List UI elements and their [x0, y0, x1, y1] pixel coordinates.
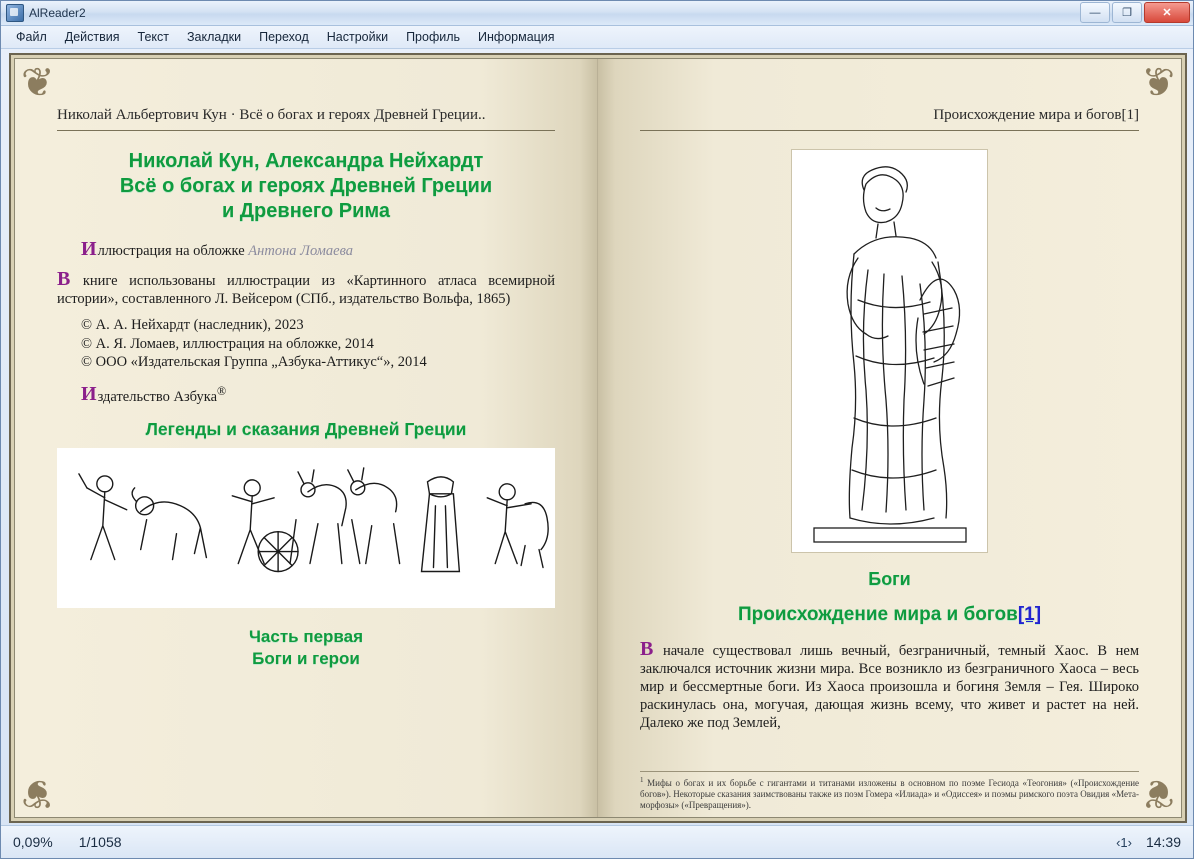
left-page[interactable]	[15, 59, 598, 817]
frieze-svg	[57, 448, 555, 607]
dropcap: В	[57, 268, 71, 290]
app-icon	[6, 4, 24, 22]
part-heading-line: Боги и герои	[252, 649, 360, 669]
menu-item-profile[interactable]: Профиль	[406, 30, 461, 44]
footnote	[640, 771, 1139, 811]
window-title: AlReader2	[29, 6, 86, 20]
body-text: начале существовал лишь вечный, безграничный, темный Хаос. В нем заключался источник жизни мира. Все возникло из безграничного Хаоса – весь мир и бессмертные боги. Из Хаоса произошла и богиня Земля – Гея. Широко раскинулась она, могучая, дающая жизнь всему, что живет и растет на ней. Далеко же под Землей,	[640, 643, 1139, 731]
ornament-corner-icon: ❦	[21, 60, 55, 106]
legends-heading: Легенды и сказания Древней Греции	[145, 419, 467, 440]
ornament-corner-icon: ❦	[21, 770, 55, 816]
status-bar	[1, 825, 1193, 858]
left-running-head: Николай Альбертович Кун · Всё о богах и героях Древней Греции..	[57, 107, 555, 131]
cover-illustration-credit	[81, 238, 555, 260]
clock: 14:39	[1145, 834, 1181, 850]
book-spread	[14, 58, 1182, 818]
copyright-line: © ООО «Издательская Группа „Азбука-Аттикус“», 2014	[81, 354, 427, 370]
minimize-button[interactable]: —	[1080, 2, 1110, 23]
ornament-corner-icon: ❦	[1141, 770, 1175, 816]
menu-item-text[interactable]: Текст	[137, 30, 169, 44]
footnote-text: Мифы о богах и их борьбе с гигантами и титанами изложены в основном по поэме Гесиода «Теогония» («Происхождение богов»). Некоторые сказания заимствованы также из поэм Гомера «Илиада» и «Одиссея» и поэмы римского поэта Овидия «Метаморфозы» («Превращения»).	[640, 778, 1140, 810]
menu-item-info[interactable]: Информация	[478, 30, 555, 44]
left-page-content	[57, 107, 555, 793]
status-left	[13, 834, 122, 850]
section-heading-gods: Боги	[868, 569, 911, 589]
book-title	[57, 149, 555, 224]
publisher-text: здательство Азбука	[97, 388, 218, 405]
maximize-button[interactable]: ❐	[1112, 2, 1142, 23]
footnote-link[interactable]: [1]	[1017, 604, 1042, 625]
progress-percent: 0,09%	[13, 834, 53, 850]
menu-item-file[interactable]: Файл	[16, 30, 47, 44]
menu-item-goto[interactable]: Переход	[259, 30, 309, 44]
status-right	[1116, 834, 1181, 850]
book-title-line: Николай Кун, Александра Нейхардт	[128, 150, 484, 172]
page-nav-control[interactable]: ‹1›	[1116, 834, 1132, 850]
section-heading-origin-text: Происхождение мира и богов	[737, 604, 1018, 625]
book-title-line: Всё о богах и героях Древней Греции	[119, 175, 493, 197]
ornament-corner-icon: ❦	[1141, 60, 1175, 106]
copyright-block	[81, 316, 555, 372]
dropcap: И	[81, 383, 97, 406]
registered-mark: ®	[217, 383, 227, 398]
dropcap: В	[640, 638, 654, 660]
frieze-illustration	[57, 448, 555, 608]
book-title-line: и Древнего Рима	[221, 200, 391, 222]
copyright-line: © А. Я. Ломаев, иллюстрация на обложке, 2014	[81, 335, 374, 352]
close-button[interactable]: ✕	[1144, 2, 1190, 23]
reader-view[interactable]	[9, 53, 1187, 823]
artist-name: Антона Ломаева	[248, 243, 354, 259]
right-running-head	[640, 107, 1139, 131]
window-controls	[1080, 2, 1190, 23]
atlas-paragraph	[57, 268, 555, 308]
menu-item-settings[interactable]: Настройки	[326, 30, 389, 44]
running-head-rule	[640, 107, 933, 124]
publisher-line	[81, 382, 555, 406]
dropcap: И	[81, 238, 97, 260]
menu-item-actions[interactable]: Действия	[64, 30, 120, 44]
apollo-with-lyre-illustration	[791, 149, 988, 553]
apollo-svg	[792, 150, 987, 552]
body-paragraph	[640, 638, 1139, 732]
credit-text: ллюстрация на обложке	[97, 243, 249, 259]
menu-item-bookmarks[interactable]: Закладки	[187, 30, 242, 44]
title-bar	[1, 1, 1193, 26]
page-indicator: 1/1058	[78, 834, 122, 850]
footnote-marker: 1	[640, 776, 644, 784]
part-heading-line: Часть первая	[248, 627, 364, 647]
copyright-line: © А. А. Нейхардт (наследник), 2023	[81, 317, 304, 333]
atlas-text: книге использованы иллюстрации из «Картинного атласа всемирной истории», составленного Л. Вейсером (СПб., издательство Вольфа, 1865)	[57, 273, 555, 307]
section-heading-origin	[640, 604, 1139, 626]
running-head-text: Происхождение мира и богов[1]	[933, 107, 1139, 123]
right-page[interactable]	[598, 59, 1181, 817]
menu-bar	[1, 26, 1193, 49]
right-page-content	[640, 107, 1139, 793]
part-heading	[57, 626, 555, 670]
